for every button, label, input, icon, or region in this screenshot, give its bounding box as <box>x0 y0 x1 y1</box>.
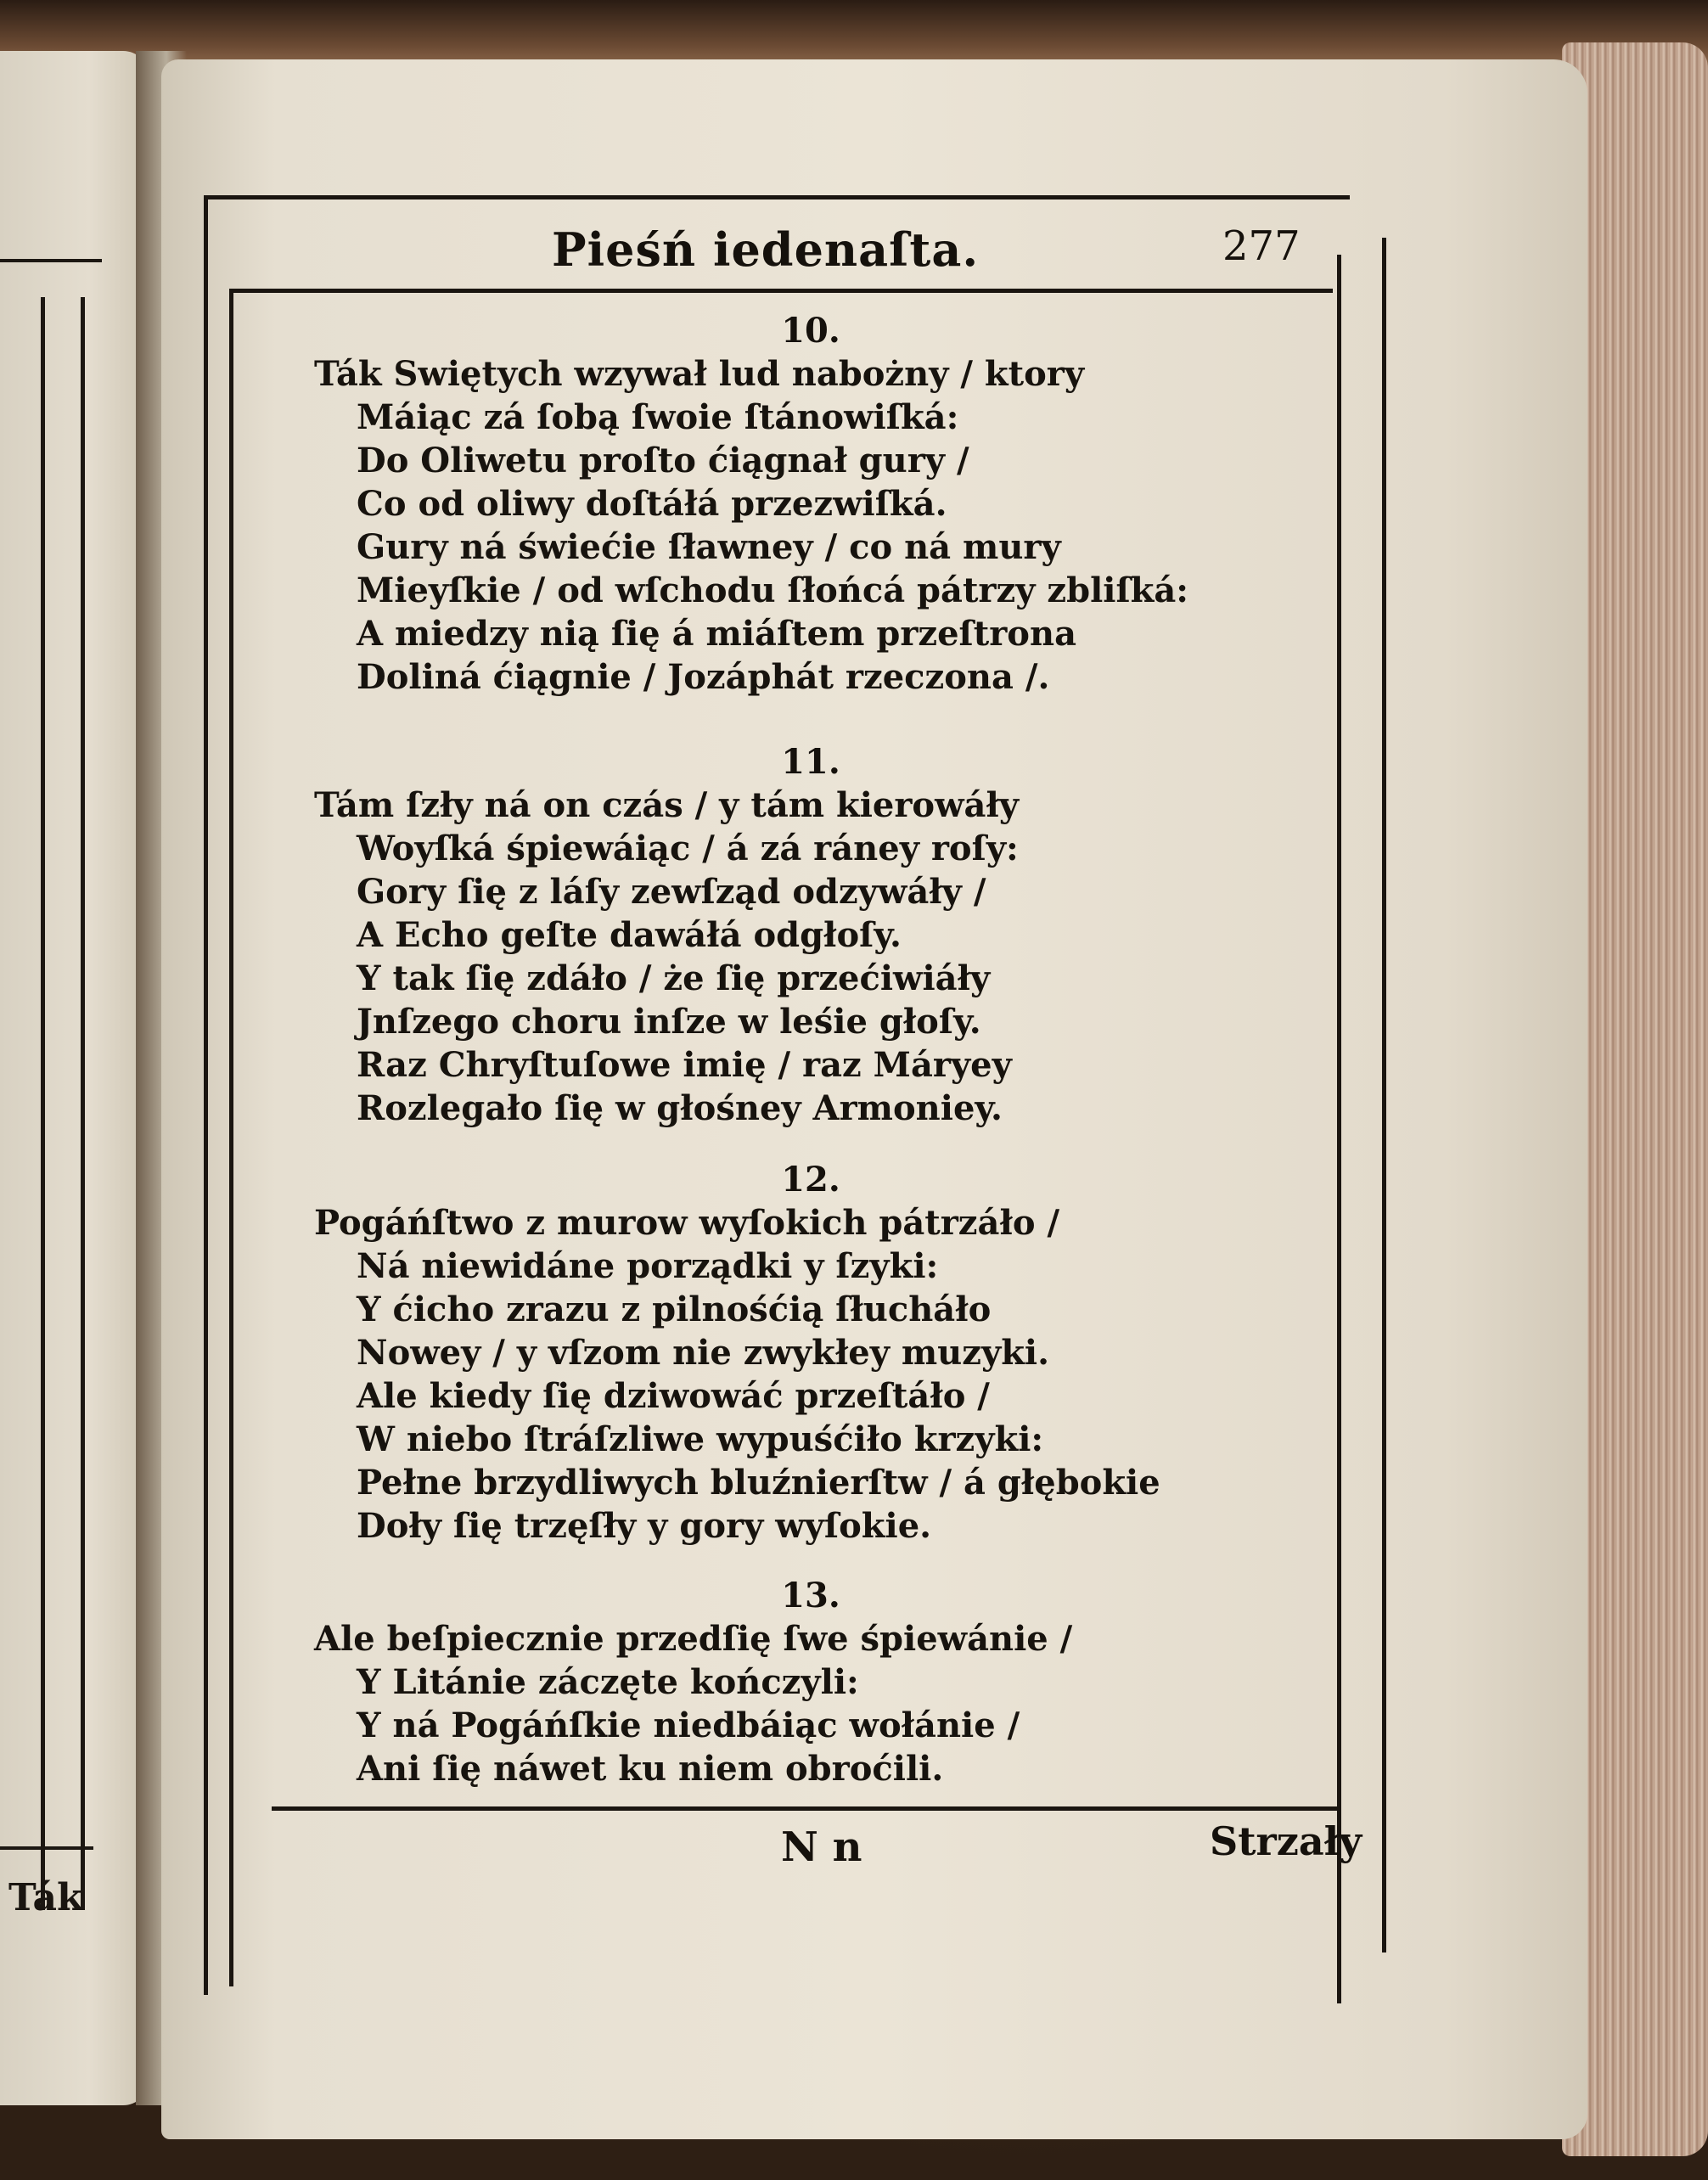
verse-line: Woyſká śpiewáiąc / á zá ráney roſy: <box>357 829 1019 868</box>
verse-line: Doły ſię trzęſły y gory wyſokie. <box>357 1506 932 1546</box>
verse-line: Co od oliwy doſtáłá przezwiſká. <box>357 484 947 524</box>
stanza <box>314 741 1307 1130</box>
verse-line: W niebo ſtráſzliwe wypuśćiło krzyki: <box>357 1419 1044 1459</box>
left-page-rule-bottom <box>0 1846 93 1850</box>
verse-line: Ani ſię náwet ku niem obroćili. <box>357 1749 944 1789</box>
verse-line: Y tak ſię zdáło / że ſię przećiwiáły <box>357 958 991 998</box>
running-head: Pieśń iedenaſta. <box>552 222 980 277</box>
verse-line: Pogáńſtwo z murow wyſokich pátrzáło / <box>314 1203 1060 1243</box>
verse-line: Gory ſię z láſy zewſząd odzywáły / <box>357 872 986 912</box>
stanza-number: 11. <box>781 742 840 782</box>
verse-line: Gury ná świećie ſławney / co ná mury <box>357 527 1061 567</box>
frame-rule-right-inner <box>1337 255 1341 2003</box>
verse-line: Do Oliwetu proſto ćiągnał gury / <box>357 441 969 480</box>
verse-line: Doliná ćiągnie / Jozáphát rzeczona /. <box>357 657 1050 697</box>
frame-rule-left <box>204 195 208 1995</box>
verse-line: Jnſzego choru inſze w leśie głoſy. <box>357 1002 981 1042</box>
stanza <box>314 1159 1307 1548</box>
frame-rule-top <box>204 195 1350 199</box>
frame-rule-right <box>1382 238 1386 1952</box>
signature-mark: N n <box>781 1823 862 1871</box>
verse-line: Mieyſkie / od wſchodu ſłońcá pátrzy zbliſká: <box>357 570 1189 610</box>
left-page-rule <box>81 297 85 1910</box>
stanza-number: 13. <box>781 1576 840 1615</box>
verse-line: Y ná Pogáńſkie niedbáiąc wołánie / <box>357 1705 1020 1745</box>
verse-line: Rozlegało ſię w głośney Armoniey. <box>357 1088 1003 1128</box>
verse-line: Pełne brzydliwych bluźnierſtw / á głębokie <box>357 1463 1160 1503</box>
catchword: Strzały <box>1210 1818 1362 1864</box>
verse-line: Raz Chryſtuſowe imię / raz Máryey <box>357 1045 1012 1085</box>
verse-line: A miedzy nią ſię á miáſtem przeſtrona <box>357 614 1076 654</box>
stanza-number: 12. <box>781 1160 840 1200</box>
frame-rule-left-inner <box>229 289 233 1986</box>
verse-line: Y Litánie záczęte kończyli: <box>357 1662 859 1702</box>
verse-line: Nowey / y vſzom nie zwykłey muzyki. <box>357 1333 1050 1373</box>
verse-line: A Echo geſte dawáłá odgłoſy. <box>357 915 902 955</box>
page-number: 277 <box>1222 222 1301 270</box>
stanza <box>314 1575 1307 1790</box>
left-page-rule <box>41 297 45 1910</box>
stanza-number: 10. <box>781 311 840 351</box>
verse-line: Ták Swiętych wzywał lud nabożny / ktory <box>314 354 1085 394</box>
frame-rule-bottom <box>272 1806 1341 1811</box>
frame-rule-top-inner <box>229 289 1333 293</box>
verse-line: Ale kiedy ſię dziwowáć przeſtáło / <box>357 1376 990 1416</box>
verse-line: Ná niewidáne porządki y ſzyki: <box>357 1246 939 1286</box>
left-page <box>0 51 149 2105</box>
verse-line: Máiąc zá ſobą ſwoie ſtánowiſká: <box>357 397 959 437</box>
left-page-rule-top <box>0 259 102 262</box>
left-page-catchword: Ták <box>8 1876 83 1919</box>
verse-line: Y ćicho zrazu z pilnośćią ſłucháło <box>357 1289 992 1329</box>
verse-line: Ale beſpiecznie przedſię ſwe śpiewánie / <box>314 1619 1073 1659</box>
verse-line: Tám ſzły ná on czás / y tám kierowáły <box>314 785 1020 825</box>
stanza <box>314 310 1307 699</box>
